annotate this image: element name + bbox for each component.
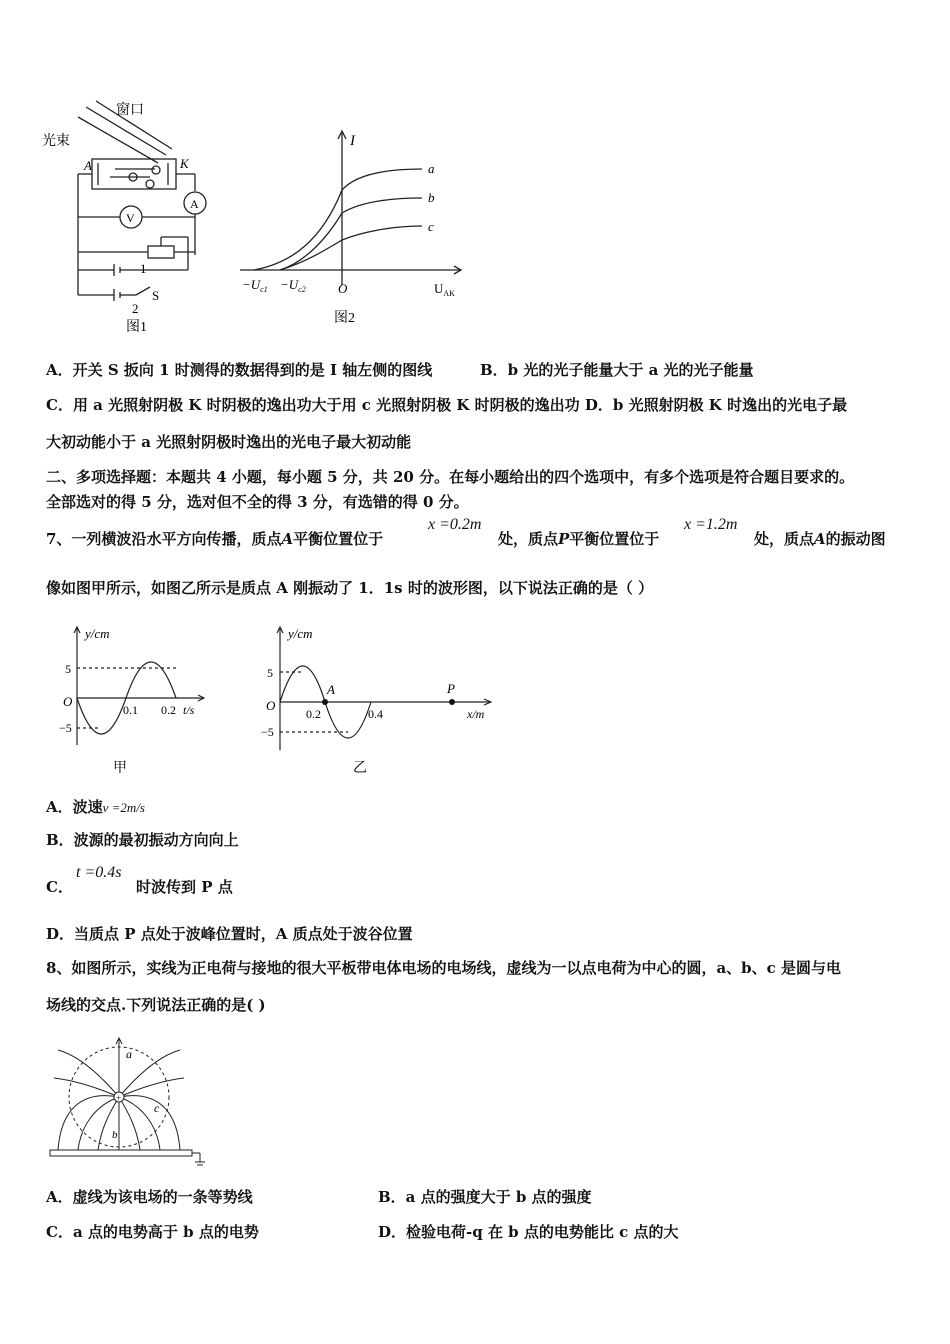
fig1-ammeter-label: A [190, 197, 199, 211]
yi-x1: 0.2 [306, 707, 321, 721]
yi-y-neg: −5 [261, 725, 274, 739]
jia-y-neg: −5 [59, 721, 72, 735]
q7-option-a-math: v =2m/s [102, 800, 145, 815]
q7-option-a[interactable] [46, 797, 145, 818]
yi-point-p-dot [449, 699, 455, 705]
yi-caption: 乙 [353, 761, 367, 776]
q6-option-d-cont[interactable]: 大初动能小于 a 光照射阴极时逸出的光电子最大初动能 [46, 433, 412, 451]
yi-label-a: A [327, 682, 335, 697]
q7-option-c-label[interactable]: C． [46, 878, 73, 896]
jia-caption: 甲 [113, 761, 127, 776]
fig2-curve-a-label: a [428, 161, 435, 176]
q8-option-d[interactable]: D．检验电荷-q 在 b 点的电势能比 c 点的大 [378, 1223, 679, 1241]
section2-line1: 二、多项选择题：本题共 4 小题，每小题 5 分，共 20 分。在每小题给出的四个选项中，有多个选项是符合题目要求的。 [46, 468, 855, 486]
q7-x1: x =0.2m [428, 516, 482, 533]
q7-text: 处，质点 [498, 530, 559, 548]
section2-line2: 全部选对的得 5 分，选对但不全的得 3 分，有选错的得 0 分。 [46, 493, 469, 511]
q7-stem-line1 [46, 529, 383, 549]
yi-x2: 0.4 [368, 707, 383, 721]
q7-point-p: P [558, 530, 570, 548]
fig2-curve-c-label: c [428, 219, 434, 234]
fig1-beam-label: 光束 [42, 134, 70, 149]
q7-option-d[interactable]: D．当质点 P 点处于波峰位置时，A 质点处于波谷位置 [46, 925, 413, 943]
q7-text: 处，质点 [754, 530, 815, 548]
q8-field-figure [46, 1030, 211, 1170]
curve-b [280, 198, 422, 270]
q8-option-b[interactable]: B．a 点的强度大于 b 点的强度 [378, 1188, 592, 1206]
jia-xlabel: t/s [183, 703, 195, 717]
yi-ylabel: y/cm [288, 626, 313, 641]
q6-option-b[interactable]: B．b 光的光子能量大于 a 光的光子能量 [480, 361, 754, 379]
yi-point-a-dot [322, 699, 328, 705]
q8-stem-line2: 场线的交点.下列说法正确的是( ) [46, 996, 266, 1014]
q7-option-a-label: A．波速 [46, 798, 103, 816]
q8-option-c[interactable]: C．a 点的电势高于 b 点的电势 [46, 1223, 259, 1241]
fig1-caption: 图1 [126, 320, 147, 335]
q7-stem-line1c [754, 529, 886, 549]
fig2-origin: O [338, 281, 348, 296]
fig1-anode-label: A [84, 158, 92, 173]
q8-label-a: a [126, 1047, 132, 1061]
q7-text: 平衡位置位于 [569, 530, 660, 548]
q8-stem-line1: 8、如图所示，实线为正电荷与接地的很大平板带电体电场的电场线，虚线为一以点电荷为中心的圆，a、b、c 是圆与电 [46, 959, 842, 977]
q7-x2: x =1.2m [684, 516, 738, 533]
q6-option-a[interactable]: A．开关 S 扳向 1 时测得的数据得到的是 I 轴左侧的图线 [46, 361, 433, 379]
yi-origin: O [266, 698, 276, 713]
figure-2-iu-curves [232, 125, 472, 335]
q8-label-c: c [154, 1101, 160, 1115]
q8-label-b: b [112, 1129, 118, 1141]
graph-jia [55, 620, 215, 780]
q7-option-b[interactable]: B．波源的最初振动方向向上 [46, 831, 239, 849]
yi-label-p: P [447, 681, 455, 696]
fig1-window-label: 窗口 [116, 103, 144, 118]
graph-yi [255, 620, 500, 780]
jia-y-pos: 5 [65, 662, 71, 676]
q7-stem-line2: 像如图甲所示，如图乙所示是质点 A 刚振动了 1．1s 时的波形图，以下说法正确的是（ ） [46, 579, 654, 597]
curve-c [280, 226, 422, 270]
q7-text: 平衡位置位于 [293, 530, 384, 548]
fig2-curve-b-label: b [428, 190, 435, 205]
fig1-voltmeter-label: V [126, 211, 135, 225]
q7-point-a: A [281, 530, 294, 548]
fig2-uc2-label: $-U_{c2}$ [280, 277, 306, 294]
fig2-x-label: $U_{AK}$ [434, 281, 455, 298]
q8-positive-charge-icon: + [116, 1093, 122, 1103]
jia-t1: 0.1 [123, 703, 138, 717]
q7-point-a: A [814, 530, 826, 548]
fig1-cathode-label: K [180, 156, 189, 171]
fig1-switch-s: S [152, 288, 160, 303]
q8-option-a[interactable]: A．虚线为该电场的一条等势线 [46, 1188, 253, 1206]
fig2-caption: 图2 [334, 311, 355, 326]
q7-option-c-math: t =0.4s [76, 864, 122, 881]
q7-text: 7、一列横波沿水平方向传播，质点 [46, 530, 282, 548]
q7-stem-line1b [498, 529, 659, 549]
q7-text: 的振动图 [825, 530, 886, 548]
fig2-y-label: I [350, 133, 355, 149]
jia-origin: O [63, 694, 73, 709]
fig2-uc1-label: $-U_{c1}$ [242, 277, 268, 294]
jia-ylabel: y/cm [85, 626, 110, 641]
q6-option-c-d[interactable]: C．用 a 光照射阴极 K 时阴极的逸出功大于用 c 光照射阴极 K 时阴极的逸出功 D．b 光照射阴极 K 时逸出的光电子最 [46, 396, 848, 414]
fig1-switch-2: 2 [132, 301, 139, 316]
jia-t2: 0.2 [161, 703, 176, 717]
figure-1-circuit [40, 95, 220, 340]
q7-option-c-text[interactable]: 时波传到 P 点 [136, 878, 233, 896]
yi-y-pos: 5 [267, 666, 273, 680]
fig1-switch-1: 1 [140, 261, 147, 276]
yi-xlabel: x/m [467, 707, 485, 721]
